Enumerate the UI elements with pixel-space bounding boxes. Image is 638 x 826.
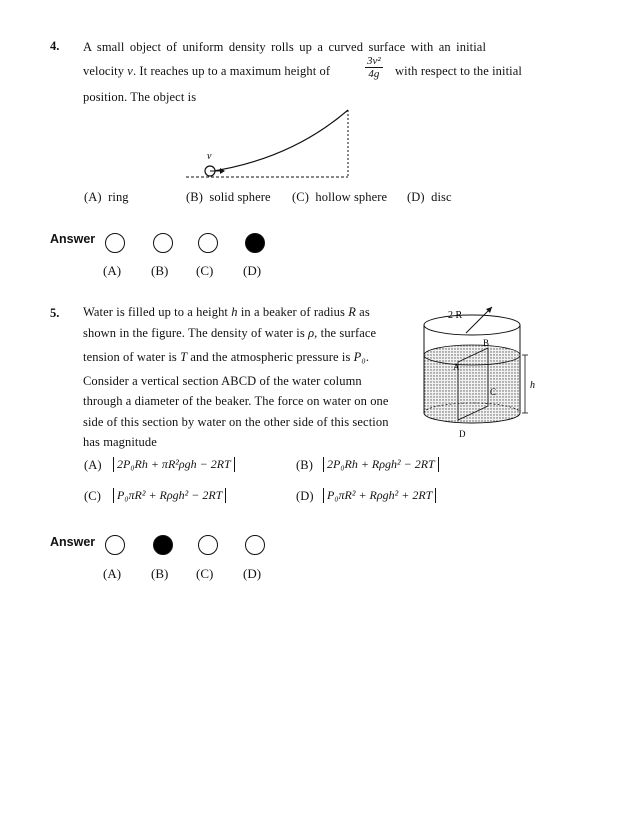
velocity-label: v [207, 151, 212, 162]
q4-answer-bubble-b[interactable] [153, 233, 173, 253]
curved-surface [207, 110, 348, 172]
q5-option-b-label: (B) [296, 458, 313, 472]
q5-answer-bubble-b[interactable] [153, 535, 173, 555]
q5-line-5: through a diameter of the beaker. The force on water on one [83, 394, 389, 408]
q4-curved-surface-figure [180, 105, 380, 187]
q5-option-d-expr: P₀πR² + Rρgh² + 2RT [323, 488, 436, 503]
q5-answer-bubble-c[interactable] [198, 535, 218, 555]
q5-option-c-expr: P₀πR² + Rρgh² − 2RT [113, 488, 226, 503]
q5-l3-c: . [365, 350, 370, 364]
q4-fraction-denominator: 4g [368, 68, 380, 80]
q4-option-b: (B) solid sphere [186, 190, 271, 204]
q5-answer-letter-c: (C) [196, 566, 214, 581]
q4-answer-bubble-a[interactable] [105, 233, 125, 253]
question-5-number: 5. [50, 306, 60, 320]
q5-line-4: Consider a vertical section ABCD of the water column [83, 374, 362, 388]
q4-answer-letter-d: (D) [243, 263, 262, 278]
q5-l1-a: Water is filled up to a height [83, 305, 232, 319]
q4-velocity-symbol: v [127, 64, 133, 78]
q5-answer-letter-a: (A) [103, 566, 122, 581]
q4-option-d: (D) disc [407, 190, 452, 204]
question-4-line-3: position. The object is [83, 90, 197, 104]
label-a: A [453, 362, 460, 372]
q5-line-3 [83, 345, 369, 369]
question-4-line-2 [83, 59, 330, 83]
q4-answer-bubble-d[interactable] [245, 233, 265, 253]
q5-option-b-expr: 2P₀Rh + Rρgh² − 2RT [323, 457, 439, 472]
q4-answer-letter-a: (A) [103, 263, 122, 278]
question-4-number: 4. [50, 39, 60, 53]
q5-symbol-rho: ρ [308, 326, 315, 340]
q4-answer-letter-b: (B) [151, 263, 169, 278]
q4-option-c: (C) hollow sphere [292, 190, 388, 204]
q5-answer-bubble-a[interactable] [105, 535, 125, 555]
label-c: C [490, 387, 497, 397]
q4-height-fraction [365, 55, 383, 80]
question-4-line-1: A small object of uniform density rolls up a curved surface with an initial [83, 40, 487, 54]
label-h: h [530, 380, 535, 391]
q5-option-a-expr: 2P₀Rh + πR²ρgh − 2RT [113, 457, 235, 472]
q4-option-a: (A) ring [84, 190, 129, 204]
q5-beaker-figure [418, 300, 543, 450]
q4-fraction-numerator: 3v² [367, 55, 381, 67]
beaker-rim [424, 315, 520, 335]
q5-symbol-r: R [348, 305, 356, 319]
q4-line2-a: velocity [83, 64, 128, 78]
q4-answer-bubble-c[interactable] [198, 233, 218, 253]
q5-line-6: side of this section by water on the other side of this section [83, 415, 389, 429]
q5-answer-letter-b: (B) [151, 566, 169, 581]
q4-answer-label: Answer [50, 232, 96, 246]
q5-l1-b: in a beaker of radius [237, 305, 349, 319]
q5-l2-b: , the surface [314, 326, 377, 340]
q5-l2-a: shown in the figure. The density of water is [83, 326, 309, 340]
label-2r: 2 R [448, 310, 463, 321]
q5-option-d-label: (D) [296, 489, 314, 503]
q5-answer-bubble-d[interactable] [245, 535, 265, 555]
q5-l3-b: and the atmospheric pressure is [187, 350, 354, 364]
q5-option-a-label: (A) [84, 458, 102, 472]
q5-l3-a: tension of water is [83, 350, 181, 364]
q4-answer-letter-c: (C) [196, 263, 214, 278]
q5-symbol-p0: P₀ [353, 350, 366, 364]
q5-line-2 [83, 321, 376, 345]
q5-answer-letter-d: (D) [243, 566, 262, 581]
q5-option-c-label: (C) [84, 489, 101, 503]
q5-line-7: has magnitude [83, 435, 157, 449]
q5-symbol-t: T [180, 350, 188, 364]
label-d: D [459, 429, 466, 439]
q4-line2-c: with respect to the initial [395, 64, 522, 78]
q5-symbol-h: h [231, 305, 238, 319]
label-b: B [483, 338, 490, 348]
q5-l1-c: as [355, 305, 370, 319]
q5-answer-label: Answer [50, 535, 96, 549]
q4-line2-b: . It reaches up to a maximum height of [132, 64, 331, 78]
